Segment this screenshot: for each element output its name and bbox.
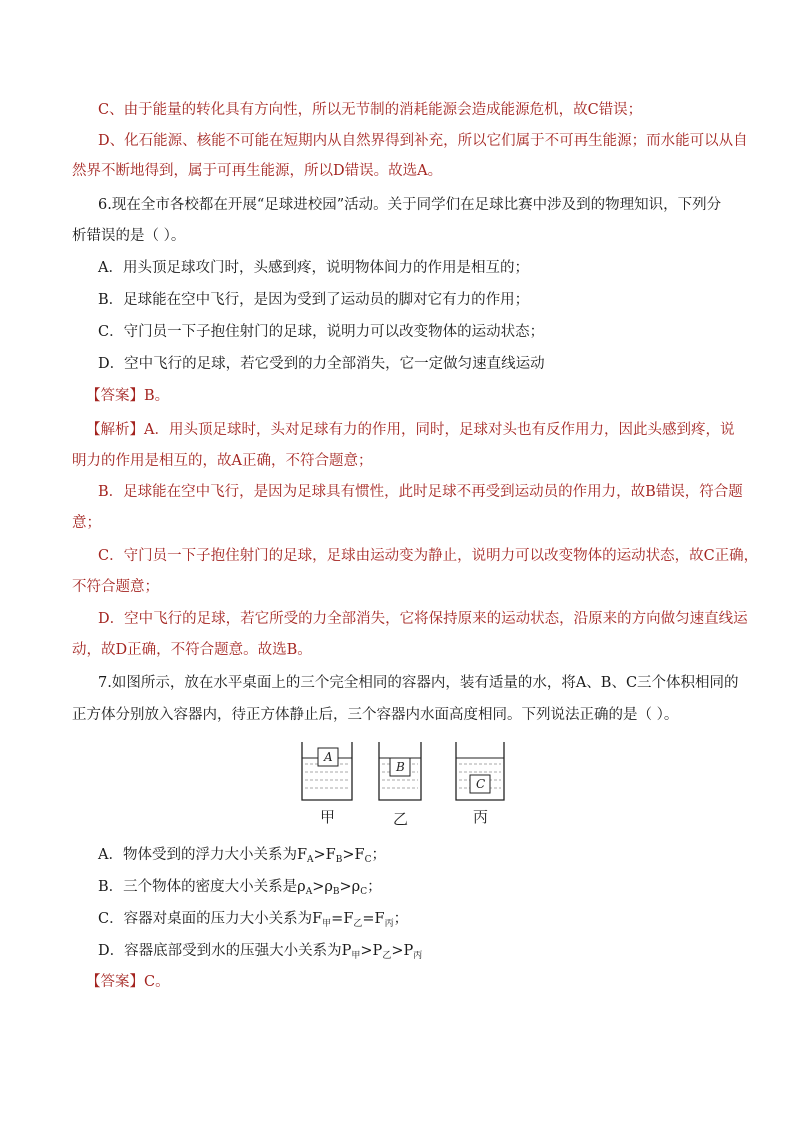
q7-option-a [98,845,724,865]
q7-stem-line1: 7.如图所示，放在水平桌面上的三个完全相同的容器内，装有适量的水，将A、B、C三个体积相同的 [98,675,739,691]
q7-d-rel2: >P [391,943,414,959]
answer-tag: 【答案】 [86,388,144,404]
container-label-bing: 丙 [473,808,489,826]
sub: B [332,887,340,897]
prev-explanation-d-line1: D、化石能源、核能不可能在短期内从自然界得到补充，所以它们属于不可再生能源；而水能可以从自 [98,133,748,149]
q7-a-text: A．物体受到的浮力大小关系为F [98,847,308,863]
q7-c-rel2: =F [362,911,385,927]
q7-answer [86,972,712,992]
q7-a-rel2: >F [342,847,365,863]
container-label-yi: 乙 [393,810,409,828]
sub: 丙 [413,951,423,961]
q6-option-a: A．用头顶足球攻门时，头感到疼，说明物体间力的作用是相互的； [98,260,529,276]
container-bing [456,742,504,826]
container-label-jia: 甲 [320,808,336,826]
q7-c-rel1: =F [331,911,354,927]
sub: A [307,855,314,865]
q6-analysis-b-line1: B．足球能在空中飞行，是因为足球具有惯性，此时足球不再受到运动员的作用力，故B错误，符合题 [98,484,743,500]
q6-stem-line1: 6.现在全市各校都在开展“足球进校园”活动。关于同学们在足球比赛中涉及到的物理知识，下列分 [98,197,722,213]
q6-analysis-c-line1: C．守门员一下子抱住射门的足球，足球由运动变为静止，说明力可以改变物体的运动状态，故C正确， [98,548,759,564]
containers-diagram [300,742,510,832]
q6-analysis-d-line1: D．空中飞行的足球，若它所受的力全部消失，它将保持原来的运动状态，沿原来的方向做匀速直线运 [98,611,748,627]
analysis-a-text: A．用头顶足球时，头对足球有力的作用，同时，足球对头也有反作用力，因此头感到疼，说 [144,422,735,438]
answer-tag: 【答案】 [86,974,144,990]
q7-c-text: C．容器对桌面的压力大小关系为F [98,911,323,927]
q6-answer [86,386,712,406]
q7-d-text: D．容器底部受到水的压强大小关系为P [98,943,352,959]
sub: A [305,887,313,897]
q6-analysis-a-line1 [86,420,735,440]
sub: 甲 [351,951,361,961]
q6-option-b: B．足球能在空中飞行，是因为受到了运动员的脚对它有力的作用； [98,292,530,308]
q7-b-rel2: >ρ [339,879,361,895]
q6-analysis-d-line2: 动，故D正确，不符合题意。故选B。 [72,642,312,658]
cube-a-label: A [324,750,333,764]
analysis-tag: 【解析】 [86,422,144,438]
q6-stem-line2: 析错误的是（ ）。 [72,228,186,244]
q6-option-c: C．守门员一下子抱住射门的足球，说明力可以改变物体的运动状态； [98,324,545,340]
answer-value: C。 [144,974,170,990]
q7-a-rel1: >F [313,847,336,863]
container-yi [379,742,421,828]
cube-b-label: B [396,760,405,774]
q7-c-end: ； [393,911,409,927]
q7-d-rel1: >P [360,943,383,959]
answer-value: B。 [144,388,170,404]
q7-a-end: ； [371,847,386,863]
sub: 乙 [382,951,392,961]
sub: 甲 [322,919,332,929]
sub: B [335,855,343,865]
q7-b-rel1: >ρ [312,879,333,895]
sub: 乙 [353,919,363,929]
q7-option-c [98,909,724,929]
sub: 丙 [384,919,394,929]
q7-option-b [98,877,724,897]
q7-option-d [98,941,724,961]
container-jia [302,742,352,826]
q6-option-d: D．空中飞行的足球，若它受到的力全部消失，它一定做匀速直线运动 [98,356,545,372]
sub: C [360,887,368,897]
q7-stem-line2: 正方体分别放入容器内，待正方体静止后，三个容器内水面高度相同。下列说法正确的是（ ）。 [72,707,679,723]
q6-analysis-b-line2: 意； [72,515,101,531]
q7-figure-containers [300,742,510,832]
cube-c-label: C [476,777,486,791]
q6-analysis-a-line2: 明力的作用是相互的，故A正确，不符合题意； [72,453,373,469]
q6-analysis-c-line2: 不符合题意； [72,579,159,595]
q7-b-text: B．三个物体的密度大小关系是ρ [98,879,306,895]
prev-explanation-c: C、由于能量的转化具有方向性，所以无节制的消耗能源会造成能源危机，故C错误； [98,102,643,118]
prev-explanation-d-line2: 然界不断地得到，属于可再生能源，所以D错误。故选A。 [72,163,443,179]
q7-b-end: ； [367,879,382,895]
sub: C [364,855,372,865]
